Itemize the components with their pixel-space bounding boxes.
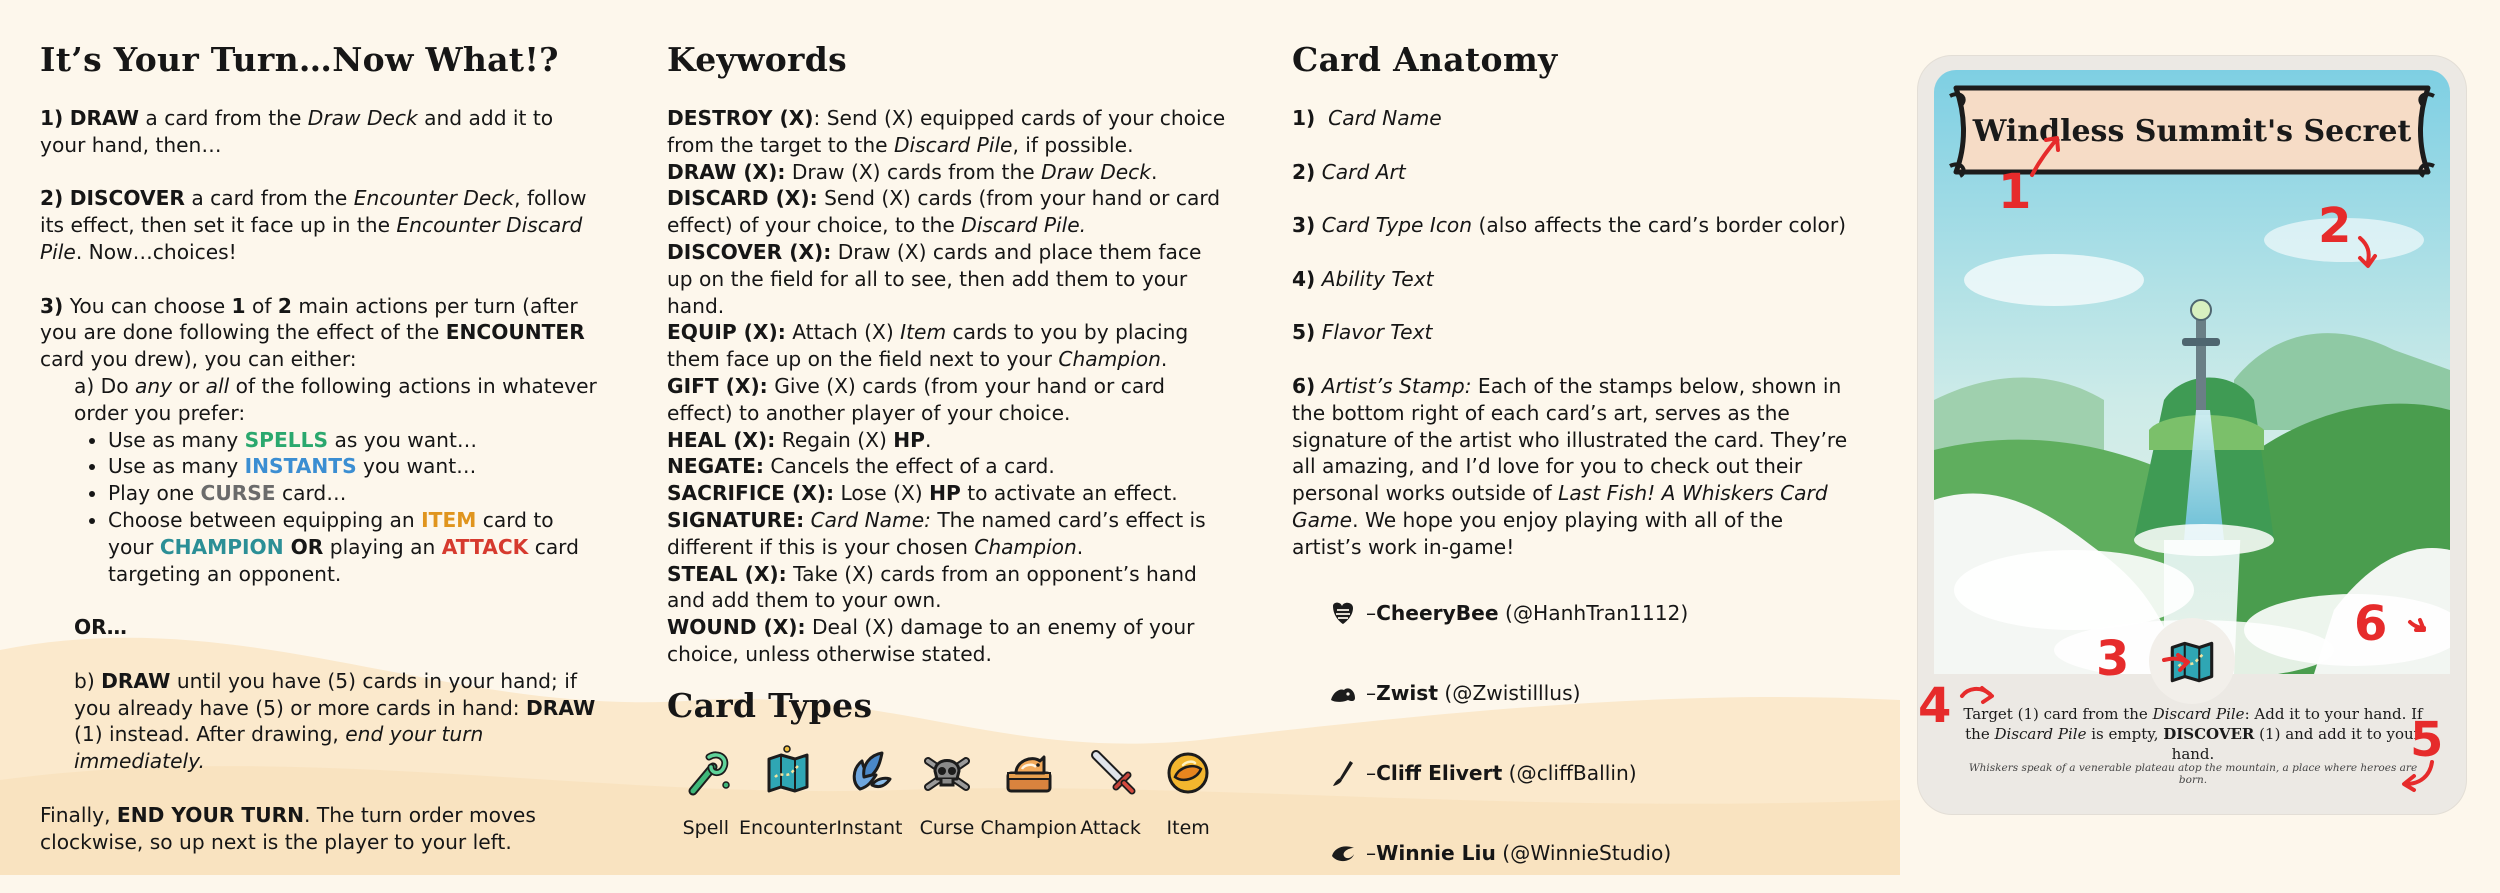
step-1: 1) DRAW a card from the Draw Deck and add it to your hand, then… xyxy=(40,106,554,157)
keyword-discover: DISCOVER (X): Draw (X) cards and place them face up on the field for all to see, then add them to your hand. xyxy=(667,239,1202,318)
or-divider: OR… xyxy=(74,615,127,640)
keyword-draw: DRAW (X): Draw (X) cards from the Draw Deck. xyxy=(667,159,1158,184)
encounter-icon xyxy=(2164,633,2220,689)
turn-title: It’s Your Turn…Now What!? xyxy=(40,40,559,79)
keyword-sacrifice: SACRIFICE (X): Lose (X) HP to activate an effect. xyxy=(667,481,1178,506)
anatomy-item-stamp: 6) Artist’s Stamp: Each of the stamps below, shown in the bottom right of each card’s art, serves as the signature of the artist who illustrated the card. They’re all amazing, and I’d love for you to check out their personal works outside of Last Fish! A Whiskers Card Game. We hope you enjoy playing with all of the artist’s work in-game! xyxy=(1292,373,1848,559)
card-ability-text: Target (1) card from the Discard Pile: Add it to your hand. If the Discard Pile is empty, DISCOVER (1) and add it to your hand. xyxy=(1963,705,2423,763)
card-type-label: Instant xyxy=(836,816,903,839)
list-item: • Use as many SPELLS as you want… xyxy=(108,427,600,454)
card-type-label: Curse xyxy=(919,816,975,839)
zwist-stamp-icon xyxy=(1328,678,1358,708)
artist-row: – Winnie Liu (@WinnieStudio) xyxy=(1292,813,1852,893)
annotation-1: 1 xyxy=(1998,164,2032,220)
artist-row: – Zwist (@Zwistilllus) xyxy=(1292,653,1852,733)
cheerybee-stamp-icon xyxy=(1328,598,1358,628)
option-a-list xyxy=(40,427,600,588)
attack-icon xyxy=(1084,745,1138,799)
anatomy-item-ability: 4) Ability Text xyxy=(1292,266,1434,291)
list-item: • Use as many INSTANTS you want… xyxy=(108,453,600,480)
card-anatomy-section xyxy=(1292,40,1852,893)
keyword-gift: GIFT (X): Give (X) cards (from your hand or card effect) to another player of your choice. xyxy=(667,373,1165,425)
option-b: b) DRAW until you have (5) cards in your hand; if you already have (5) or more cards in hand: DRAW (1) instead. After drawing, end your turn immediately. xyxy=(74,668,596,774)
list-item: • Play one CURSE card… xyxy=(108,480,600,507)
keyword-list xyxy=(667,105,1227,668)
final-step: Finally, END YOUR TURN. The turn order moves clockwise, so up next is the player to your left. xyxy=(40,802,536,854)
keyword-wound: WOUND (X): Deal (X) damage to an enemy of your choice, unless otherwise stated. xyxy=(667,615,1195,666)
card-type-item xyxy=(1149,745,1227,839)
annotation-4: 4 xyxy=(1918,678,1952,734)
keyword-steal: STEAL (X): Take (X) cards from an opponent’s hand and add them to your own. xyxy=(667,561,1197,613)
card-title: Windless Summit's Secret xyxy=(1972,113,2412,149)
keyword-heal: HEAL (X): Regain (X) HP. xyxy=(667,427,932,452)
keyword-destroy: DESTROY (X): Send (X) equipped cards of your choice from the target to the Discard Pile, if possible. xyxy=(667,106,1226,157)
card-type-instant xyxy=(831,745,909,839)
spell-icon xyxy=(679,745,733,799)
anatomy-item-card-name: 1) Card Name xyxy=(1292,106,1442,130)
cliff-stamp-icon xyxy=(1328,758,1358,788)
annotation-6: 6 xyxy=(2354,596,2388,652)
keywords-title: Keywords xyxy=(667,40,847,79)
keyword-discard: DISCARD (X): Send (X) cards (from your hand or card effect) of your choice, to the Discard Pile. xyxy=(667,186,1221,238)
anatomy-title: Card Anatomy xyxy=(1292,40,1558,79)
card-flavor-text: Whiskers speak of a venerable plateau atop the mountain, a place where heroes are born. xyxy=(1968,762,2418,786)
option-a: a) Do any or all of the following actions in whatever order you prefer: xyxy=(74,373,597,425)
keyword-negate: NEGATE: Cancels the effect of a card. xyxy=(667,454,1055,479)
annotation-3: 3 xyxy=(2096,631,2130,687)
annotation-2: 2 xyxy=(2318,198,2352,254)
winnie-stamp-icon xyxy=(1328,838,1358,868)
keywords-section xyxy=(667,40,1227,839)
anatomy-item-card-art: 2) Card Art xyxy=(1292,159,1406,184)
step-3: 3) You can choose 1 of 2 main actions per turn (after you are done following the effect of the ENCOUNTER card you drew), you can either: xyxy=(40,293,585,372)
list-item: • Choose between equipping an ITEM card to your CHAMPION OR playing an ATTACK card targeting an opponent. xyxy=(108,507,600,587)
keyword-equip: EQUIP (X): Attach (X) Item cards to you by placing them face up on the field next to your Champion. xyxy=(667,320,1189,372)
turn-rules-section xyxy=(40,40,600,855)
card-type-champion xyxy=(980,745,1078,839)
annotation-5: 5 xyxy=(2410,712,2444,768)
step-2: 2) DISCOVER a card from the Encounter Deck, follow its effect, then set it face up in the Encounter Discard Pile. Now…choices! xyxy=(40,186,587,264)
card-types-title: Card Types xyxy=(667,685,873,725)
card-type-attack xyxy=(1072,745,1150,839)
item-icon xyxy=(1161,745,1215,799)
card-type-spell xyxy=(667,745,745,839)
champion-icon xyxy=(1002,745,1056,799)
card-type-label: Spell xyxy=(682,816,729,839)
keyword-signature: SIGNATURE: Card Name: The named card’s effect is different if this is your chosen Champion. xyxy=(667,507,1206,559)
artist-row: – CheeryBee (@HanhTran1112) xyxy=(1292,573,1852,653)
card-type-curse xyxy=(908,745,986,839)
card-type-label: Champion xyxy=(980,816,1078,839)
artist-list xyxy=(1292,573,1852,893)
card-type-label: Encounter xyxy=(739,816,837,839)
encounter-icon xyxy=(761,745,815,799)
anatomy-item-flavor: 5) Flavor Text xyxy=(1292,320,1433,345)
artist-row: – Cliff Elivert (@cliffBallin) xyxy=(1292,733,1852,813)
card-type-badge xyxy=(2149,618,2235,704)
anatomy-item-type-icon: 3) Card Type Icon (also affects the card’s border color) xyxy=(1292,213,1847,238)
card-types-row xyxy=(667,745,1227,839)
card-type-encounter xyxy=(739,745,837,839)
curse-icon xyxy=(920,745,974,799)
instant-icon xyxy=(842,745,896,799)
card-type-label: Attack xyxy=(1080,816,1141,839)
card-type-label: Item xyxy=(1166,816,1210,839)
